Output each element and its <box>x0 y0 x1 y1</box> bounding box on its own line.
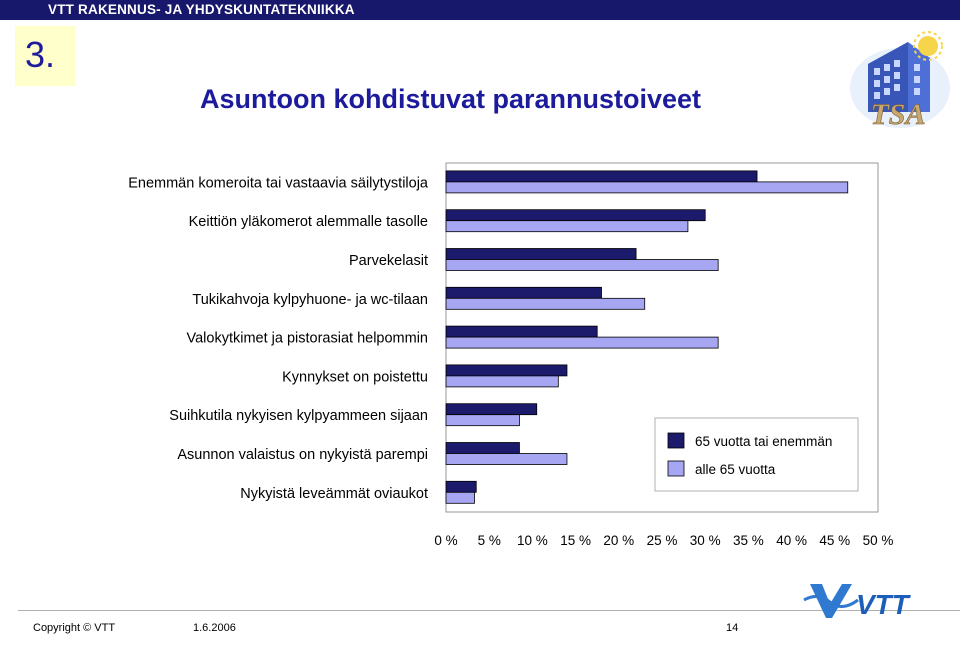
x-tick-label: 30 % <box>689 533 721 548</box>
vtt-logo-text: VTT <box>856 589 909 620</box>
legend-swatch-older <box>668 433 684 448</box>
slide-title: Asuntoon kohdistuvat parannustoiveet <box>200 84 702 114</box>
category-label: Suihkutila nykyisen kylpyammeen sijaan <box>169 408 428 425</box>
x-tick-label: 25 % <box>646 533 678 548</box>
x-tick-label: 20 % <box>603 533 635 548</box>
x-tick-label: 40 % <box>776 533 807 548</box>
x-tick-label: 0 % <box>434 533 458 548</box>
bar-older <box>446 365 567 376</box>
legend-swatch-younger <box>668 461 684 476</box>
category-label: Valokytkimet ja pistorasiat helpommin <box>186 330 428 347</box>
bar-younger <box>446 221 688 232</box>
category-labels <box>128 175 429 501</box>
bar-older <box>446 443 519 454</box>
legend-box <box>655 418 858 491</box>
bar-older <box>446 287 602 298</box>
bar-older <box>446 481 476 492</box>
category-label: Enemmän komeroita tai vastaavia säilytystiloja <box>128 175 428 192</box>
vtt-logo <box>800 578 920 622</box>
bar-younger <box>446 337 718 348</box>
x-tick-label: 45 % <box>819 533 851 548</box>
footer-date: 1.6.2006 <box>193 622 236 634</box>
category-label: Kynnykset on poistettu <box>282 369 428 386</box>
legend-label-older: 65 vuotta tai enemmän <box>695 434 833 449</box>
x-tick-label: 50 % <box>862 533 894 548</box>
bar-older <box>446 171 757 182</box>
category-label: Parvekelasit <box>349 253 428 269</box>
category-label: Tukikahvoja kylpyhuone- ja wc-tilaan <box>192 291 428 308</box>
x-tick-label: 35 % <box>733 533 764 548</box>
bar-younger <box>446 298 645 309</box>
legend <box>655 418 858 491</box>
bar-older <box>446 404 537 415</box>
x-tick-label: 15 % <box>560 533 591 548</box>
bar-older <box>446 210 705 221</box>
bar-younger <box>446 415 519 426</box>
tsa-logo-text: TSA <box>870 98 926 131</box>
bar-younger <box>446 260 718 271</box>
bar-younger <box>446 454 567 465</box>
bar-older <box>446 249 636 260</box>
category-label: Nykyistä leveämmät oviaukot <box>240 485 428 502</box>
bar-older <box>446 326 597 337</box>
x-tick-label: 10 % <box>517 533 548 548</box>
copyright: Copyright © VTT <box>33 622 116 634</box>
page-number: 14 <box>726 622 739 634</box>
bar-younger <box>446 492 475 503</box>
category-label: Asunnon valaistus on nykyistä parempi <box>177 447 428 463</box>
org-name: VTT RAKENNUS- JA YHDYSKUNTATEKNIIKKA <box>48 2 355 17</box>
category-label: Keittiön yläkomerot alemmalle tasolle <box>188 214 428 231</box>
bar-younger <box>446 376 558 387</box>
x-tick-label: 5 % <box>477 533 501 548</box>
slide-number: 3. <box>25 34 56 75</box>
legend-label-younger: alle 65 vuotta <box>695 462 776 477</box>
bar-younger <box>446 182 848 193</box>
x-axis-ticks <box>434 533 893 548</box>
